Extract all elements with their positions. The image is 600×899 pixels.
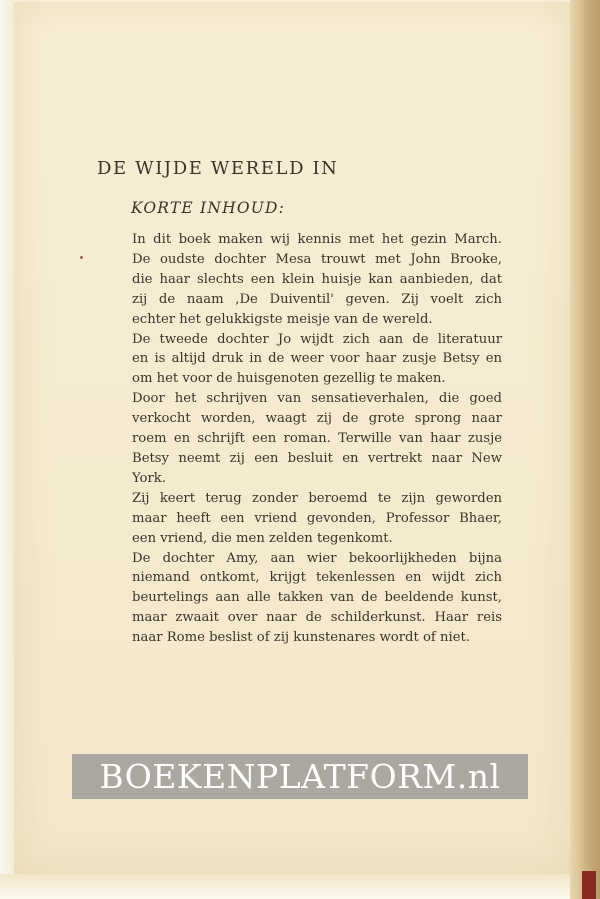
ink-speck: [80, 256, 83, 259]
summary-line: De dochter Amy, aan wier bekoorlijkheden bijna: [132, 550, 502, 566]
summary-line: De oudste dochter Mesa trouwt met John Brooke,: [132, 251, 502, 267]
book-title: DE WIJDE WERELD IN: [97, 158, 339, 179]
summary-line: De tweede dochter Jo wijdt zich aan de literatuur: [132, 331, 502, 347]
summary-line: Door het schrijven van sensatieverhalen, die goed: [132, 391, 502, 407]
summary-text: [132, 230, 502, 648]
book-spine-edge: [570, 0, 600, 899]
watermark-banner: BOEKENPLATFORM.nl: [72, 754, 528, 799]
summary-heading: KORTE INHOUD:: [131, 199, 286, 217]
summary-line: beurtelings aan alle takken van de beeldende kunst,: [132, 590, 502, 606]
summary-line: zij de naam ,De Duiventil' geven. Zij voelt zich: [132, 291, 502, 307]
summary-line: niemand ontkomt, krijgt tekenlessen en wijdt zich: [132, 570, 502, 586]
summary-line: om het voor de huisgenoten gezellig te maken.: [132, 371, 446, 387]
summary-line: In dit boek maken wij kennis met het gezin March.: [132, 232, 502, 247]
summary-line: roem en schrijft een roman. Terwille van haar zusje: [132, 431, 502, 447]
summary-line: Zij keert terug zonder beroemd te zijn geworden: [132, 490, 502, 506]
summary-line: York.: [132, 470, 166, 486]
summary-line: die haar slechts een klein huisje kan aanbieden, dat: [132, 271, 502, 287]
summary-line: naar Rome beslist of zij kunstenares wordt of niet.: [132, 630, 471, 646]
summary-line: echter het gelukkigste meisje van de wereld.: [132, 311, 433, 327]
summary-line: maar zwaait over naar de schilderkunst. Haar reis: [132, 610, 502, 626]
summary-line: Betsy neemt zij een besluit en vertrekt naar New: [132, 450, 502, 466]
summary-line: een vriend, die men zelden tegenkomt.: [132, 530, 393, 546]
summary-line: en is altijd druk in de weer voor haar zusje Betsy en: [132, 351, 502, 367]
page-bottom-edge: [0, 874, 570, 899]
summary-line: maar heeft een vriend gevonden, Professor Bhaer,: [132, 510, 502, 526]
summary-line: verkocht worden, waagt zij de grote sprong naar: [132, 411, 502, 427]
page-left-edge: [0, 0, 14, 899]
